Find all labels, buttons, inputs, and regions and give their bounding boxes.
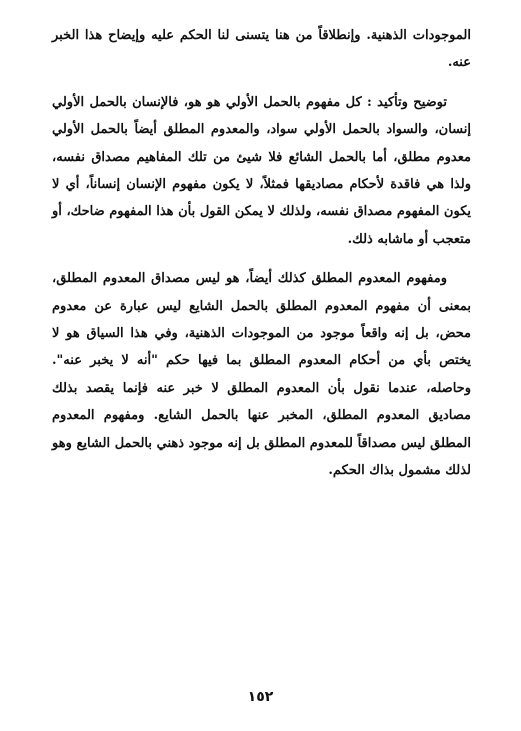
paragraph-continuation: الموجودات الذهنية. وإنطلاقاً من هنا يتسنى لنا الحكم عليه وإيضاح هذا الخبر عنه. (52, 28, 471, 71)
body-text (52, 22, 471, 497)
paragraph-absolute-nonexistent: ومفهوم المعدوم المطلق كذلك أيضاً، هو ليس مصداق المعدوم المطلق، بمعنى أن مفهوم المعدوم المطلق بالحمل الشايع ليس عبارة عن معدوم محض، بل إنه واقعاً موجود من الموجودات الذهنية، وفي هذا السياق هو لا يختص بأي من أحكام المعدوم المطلق بما فيها حكم "أنه لا يخبر عنه". وحاصله، عندما نقول بأن المعدوم المطلق لا خبر عنه فإنما يقصد بذلك مصاديق المعدوم المطلق، المخبر عنها بالحمل الشايع. ومفهوم المعدوم المطلق ليس مصداقاً للمعدوم المطلق بل إنه موجود ذهني بالحمل الشايع وهو لذلك مشمول بذاك الحكم. (52, 271, 471, 479)
page-number: ١٥٢ (247, 689, 274, 705)
paragraph-clarification: توضيح وتأكيد : كل مفهوم بالحمل الأولي هو هو، فالإنسان بالحمل الأولي إنسان، والسواد بالحمل الأولي سواد، والمعدوم المطلق أيضاً بالحمل الأولي معدوم مطلق، أما بالحمل الشائع فلا شيئ من تلك المفاهيم مصداق نفسه، ولذا هي فاقدة لأحكام مصاديقها فمثلاً، لا يكون مفهوم الإنسان إنساناً، أي لا يكون المفهوم مصداق نفسه، ولذلك لا يمكن القول بأن هذا المفهوم ضاحك، أو متعجب أو ماشابه ذلك. (52, 94, 471, 247)
